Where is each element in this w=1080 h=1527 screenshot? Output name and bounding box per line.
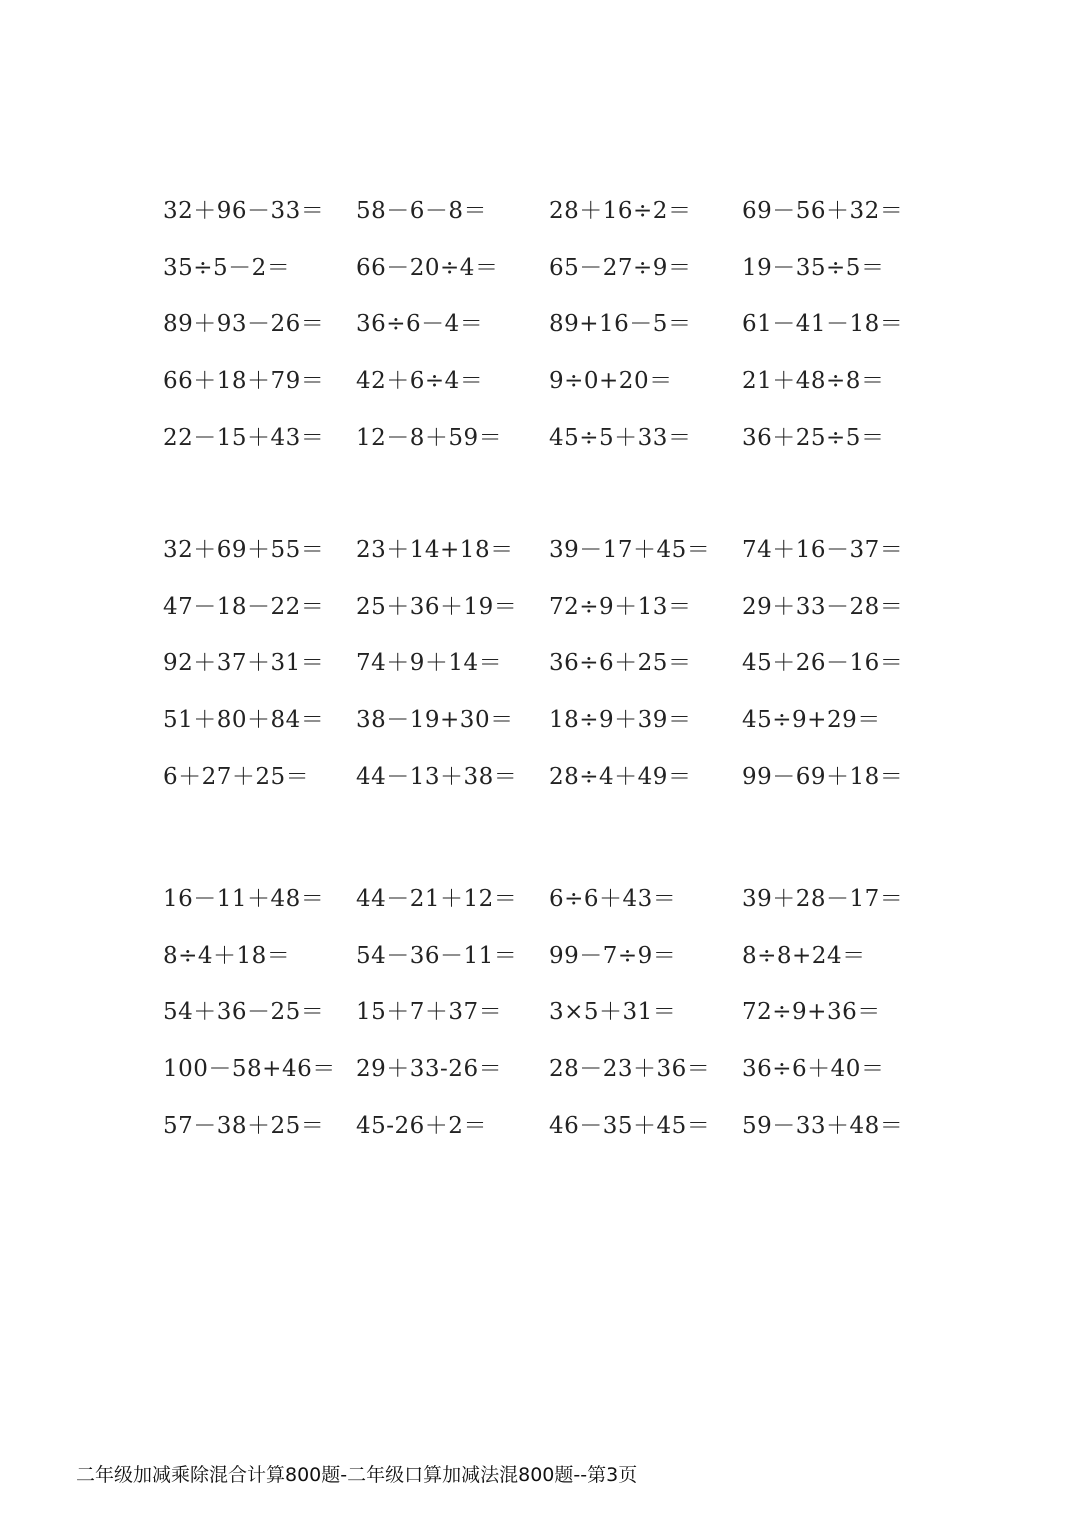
problem: 36÷6＋40＝ [742,1056,885,1083]
problem-row [163,304,963,361]
problem: 61－41－18＝ [742,311,904,338]
problem: 32＋69＋55＝ [163,537,325,563]
problem-row [163,361,963,418]
problem: 39＋28－17＝ [742,886,904,912]
problem: 72÷9+36＝ [742,999,881,1026]
problem: 35÷5－2＝ [163,254,291,281]
problem-group-2 [163,530,963,813]
problem-group-3 [163,879,963,1162]
problem: 28＋16÷2＝ [549,198,692,224]
problem: 36÷6－4＝ [356,311,484,338]
problem: 45÷5＋33＝ [549,424,692,451]
problem: 9÷0+20＝ [549,368,673,395]
problem: 39－17＋45＝ [549,537,711,563]
problem: 21＋48÷8＝ [742,368,885,395]
problem: 66＋18＋79＝ [163,368,325,395]
problem: 46－35＋45＝ [549,1112,711,1139]
problem: 28－23＋36＝ [549,1056,711,1083]
problem-row [163,191,963,248]
problem: 38－19+30＝ [356,707,514,734]
problem-row [163,879,963,936]
problem-group-1 [163,191,963,474]
problem-row [163,530,963,587]
problem: 45＋26－16＝ [742,650,904,677]
problem: 74＋16－37＝ [742,537,904,563]
problem: 89+16－5＝ [549,311,692,338]
page-footer: 二年级加减乘除混合计算800题-二年级口算加减法混800题--第3页 [76,1464,638,1486]
problem: 25＋36＋19＝ [356,593,518,620]
problem: 15＋7＋37＝ [356,999,503,1026]
problem-row [163,992,963,1049]
problem-row [163,587,963,644]
problem: 54＋36－25＝ [163,999,325,1026]
problem-row [163,936,963,993]
problem: 57－38＋25＝ [163,1112,325,1139]
problem: 74＋9＋14＝ [356,650,503,677]
problem: 92＋37＋31＝ [163,650,325,677]
problem: 6÷6＋43＝ [549,886,677,912]
problem: 44－13＋38＝ [356,763,518,790]
problem: 8÷4＋18＝ [163,942,291,969]
problem: 6＋27＋25＝ [163,763,310,790]
problem: 19－35÷5＝ [742,254,885,281]
problem-row [163,1049,963,1106]
problem: 8÷8+24＝ [742,942,866,969]
problem: 23＋14+18＝ [356,537,514,563]
problem: 28÷4＋49＝ [549,763,692,790]
problem: 54－36－11＝ [356,942,518,969]
problem: 47－18－22＝ [163,593,325,620]
problem: 59－33＋48＝ [742,1112,904,1139]
problem: 45-26＋2＝ [356,1112,487,1139]
problem: 16－11＋48＝ [163,886,325,912]
problem: 36＋25÷5＝ [742,424,885,451]
problem: 45÷9+29＝ [742,707,881,734]
problem: 99－7÷9＝ [549,942,677,969]
problem: 42＋6÷4＝ [356,368,484,395]
problem: 18÷9＋39＝ [549,707,692,734]
problem: 99－69＋18＝ [742,763,904,790]
problem: 72÷9＋13＝ [549,593,692,620]
problem: 3×5＋31＝ [549,999,677,1026]
problem-row [163,418,963,475]
problem: 32＋96－33＝ [163,198,325,224]
problem: 66－20÷4＝ [356,254,499,281]
problem-row [163,643,963,700]
problem: 51＋80＋84＝ [163,707,325,734]
problem: 22－15＋43＝ [163,424,325,451]
problem: 58－6－8＝ [356,198,488,224]
problem-row [163,248,963,305]
problem: 89＋93－26＝ [163,311,325,338]
problem-row [163,757,963,814]
problem: 12－8＋59＝ [356,424,503,451]
problem: 29＋33-26＝ [356,1056,503,1083]
problem: 36÷6＋25＝ [549,650,692,677]
problem-row [163,1106,963,1163]
problem-row [163,700,963,757]
problem: 44－21＋12＝ [356,886,518,912]
problem: 29＋33－28＝ [742,593,904,620]
problem: 69－56＋32＝ [742,198,904,224]
problem: 100－58+46＝ [163,1056,336,1083]
problem: 65－27÷9＝ [549,254,692,281]
